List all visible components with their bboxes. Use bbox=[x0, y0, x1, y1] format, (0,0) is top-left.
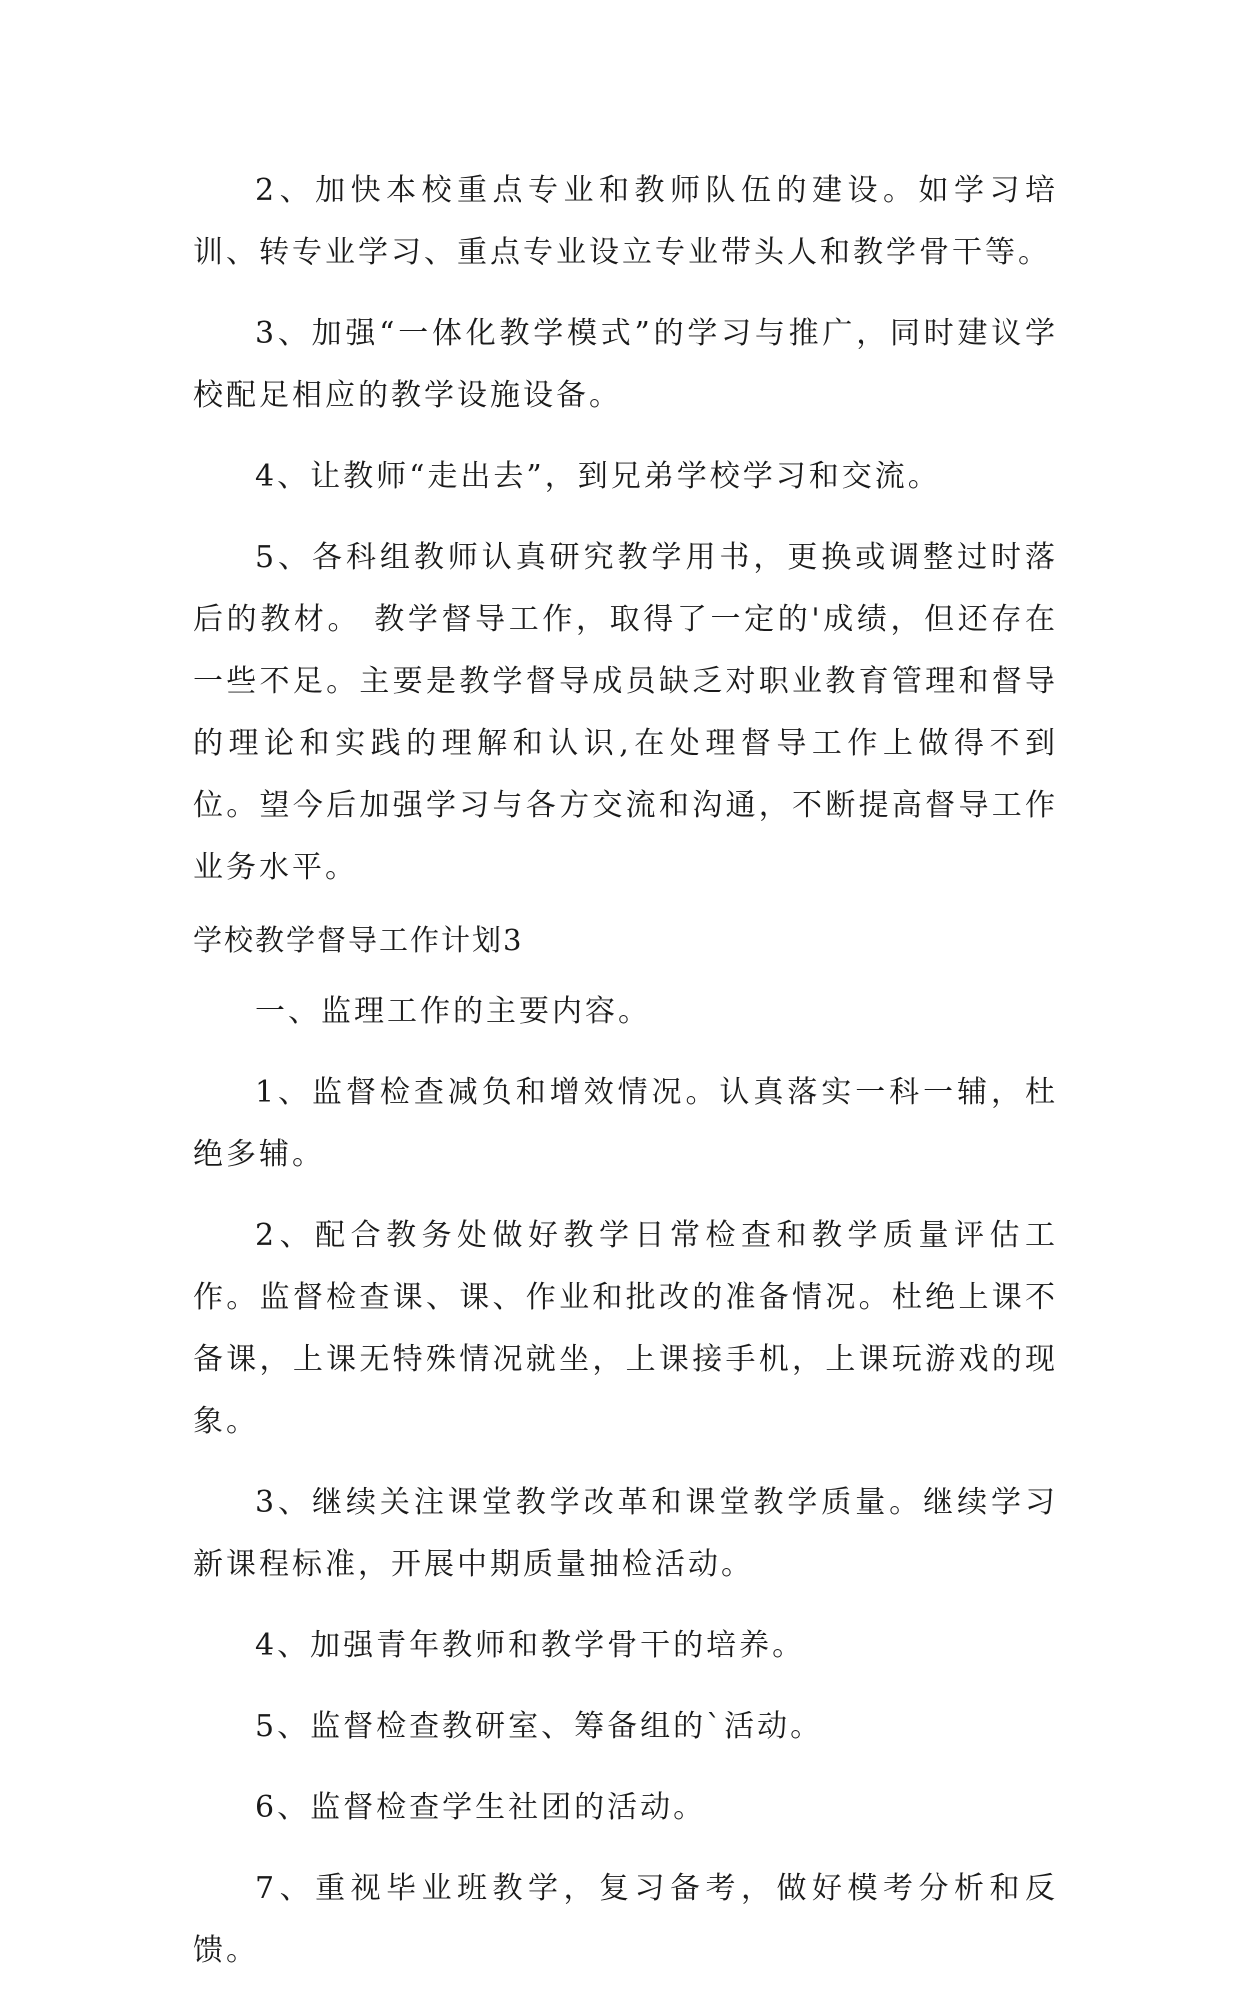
document-page bbox=[193, 160, 1058, 2001]
paragraph-item-5-research-office: 5、监督检查教研室、筹备组的`活动。 bbox=[255, 1709, 824, 1744]
paragraph-item-3-integrated-teaching: 3、加强“一体化教学模式”的学习与推广，同时建议学校配足相应的教学设施设备。 bbox=[193, 316, 1058, 413]
paragraph-item-2-teacher-team: 2、加快本校重点专业和教师队伍的建设。如学习培训、转专业学习、重点专业设立专业带头人和教学骨干等。 bbox=[193, 173, 1058, 270]
paragraph-main-content-heading: 一、监理工作的主要内容。 bbox=[255, 994, 651, 1029]
paragraph-item-3-classroom-reform: 3、继续关注课堂教学改革和课堂教学质量。继续学习新课程标准，开展中期质量抽检活动。 bbox=[193, 1485, 1058, 1582]
paragraph-item-7-graduating-class: 7、重视毕业班教学，复习备考，做好模考分析和反馈。 bbox=[193, 1871, 1058, 1968]
paragraph-item-4-young-teachers: 4、加强青年教师和教学骨干的培养。 bbox=[255, 1628, 806, 1663]
paragraph-item-6-student-clubs: 6、监督检查学生社团的活动。 bbox=[255, 1790, 707, 1825]
paragraph-item-2-daily-inspection: 2、配合教务处做好教学日常检查和教学质量评估工作。监督检查课、课、作业和批改的准备情况。杜绝上课不备课，上课无特殊情况就坐，上课接手机，上课玩游戏的现象。 bbox=[193, 1218, 1058, 1439]
paragraph-item-1-burden-reduction: 1、监督检查减负和增效情况。认真落实一科一辅，杜绝多辅。 bbox=[193, 1075, 1058, 1172]
paragraph-item-4-go-out: 4、让教师“走出去”，到兄弟学校学习和交流。 bbox=[255, 459, 941, 494]
paragraph-item-5-textbooks: 5、各科组教师认真研究教学用书，更换或调整过时落后的教材。 教学督导工作，取得了一定的'成绩，但还存在一些不足。主要是教学督导成员缺乏对职业教育管理和督导的理论和实践的理解和认识,在处理督导工作上做得不到位。望今后加强学习与各方交流和沟通，不断提高督导工作业务水平。 bbox=[193, 540, 1058, 885]
section-title: 学校教学督导工作计划3 bbox=[193, 923, 524, 957]
